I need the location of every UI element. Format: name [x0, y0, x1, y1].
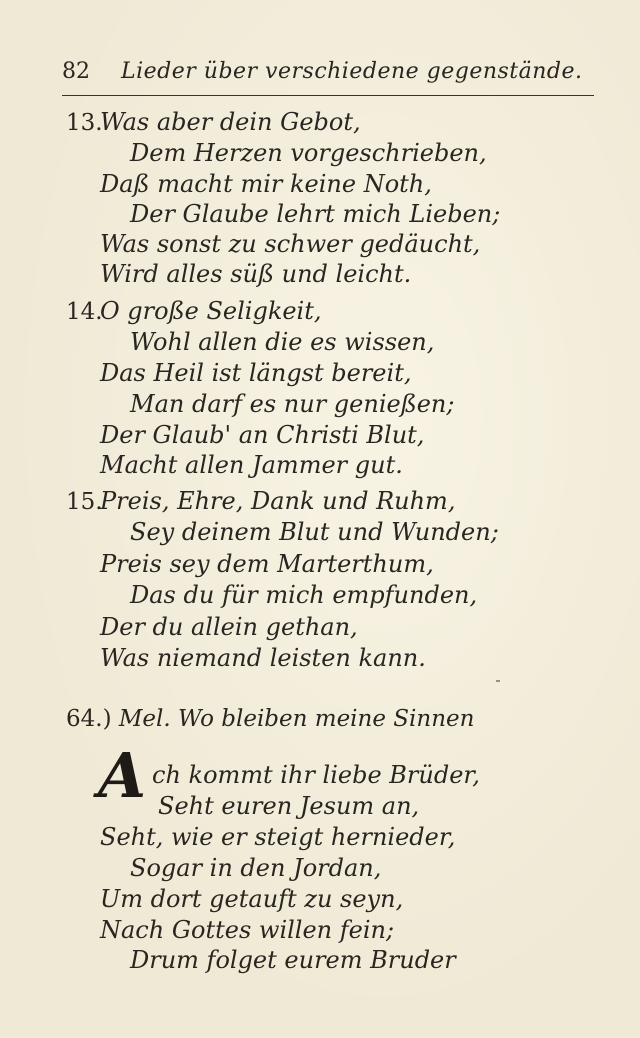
- verse-text: O große Seligkeit,: [100, 297, 322, 325]
- hymn-line-2: Seht euren Jesum an,: [158, 792, 420, 820]
- stanza-14-line-5: Der Glaub' an Christi Blut,: [100, 421, 425, 449]
- stanza-15-line-4: Das du für mich empfunden,: [130, 581, 478, 609]
- hymn-line-6: Nach Gottes willen fein;: [100, 916, 395, 944]
- stanza-14-line-6: Macht allen Jammer gut.: [100, 451, 403, 479]
- running-title: Lieder über verschiedene gegenstände.: [121, 59, 583, 84]
- stanza-13-line-5: Was sonst zu schwer gedäucht,: [100, 230, 481, 258]
- stanza-14-line-1: [66, 296, 322, 327]
- stanza-13-line-3: Daß macht mir keine Noth,: [100, 170, 432, 198]
- hymn-number: 64.): [66, 706, 112, 732]
- page-number: 82: [62, 59, 90, 84]
- stanza-15-line-3: Preis sey dem Marterthum,: [100, 550, 434, 578]
- melody-line: [66, 704, 474, 734]
- melody-reference: Mel. Wo bleiben meine Sinnen: [118, 706, 475, 732]
- drop-cap: A: [97, 739, 147, 812]
- stanza-15-line-2: Sey deinem Blut und Wunden;: [130, 518, 499, 546]
- stanza-15-line-1: [66, 486, 455, 517]
- ink-speck: [496, 680, 500, 682]
- stanza-14-line-2: Wohl allen die es wissen,: [130, 328, 435, 356]
- stanza-13-line-6: Wird alles süß und leicht.: [100, 260, 412, 288]
- hymn-line-5: Um dort getauft zu seyn,: [100, 885, 404, 913]
- stanza-14-line-3: Das Heil ist längst bereit,: [100, 359, 412, 387]
- hymn-line-4: Sogar in den Jordan,: [130, 854, 382, 882]
- stanza-number: 15.: [66, 489, 103, 515]
- stanza-13-line-2: Dem Herzen vorgeschrieben,: [130, 139, 487, 167]
- verse-text: Preis, Ehre, Dank und Ruhm,: [100, 487, 456, 515]
- running-header: [62, 56, 592, 88]
- verse-text: Was aber dein Gebot,: [100, 108, 361, 136]
- stanza-number: 13.: [66, 110, 103, 136]
- stanza-14-line-4: Man darf es nur genießen;: [130, 390, 455, 418]
- hymn-line-1: ch kommt ihr liebe Brüder,: [152, 761, 480, 789]
- hymn-line-3: Seht, wie er steigt hernieder,: [100, 823, 456, 851]
- stanza-13-line-1: [66, 107, 361, 138]
- stanza-number: 14.: [66, 299, 103, 325]
- hymn-line-7: Drum folget eurem Bruder: [130, 946, 456, 974]
- stanza-15-line-5: Der du allein gethan,: [100, 613, 358, 641]
- stanza-13-line-4: Der Glaube lehrt mich Lieben;: [130, 200, 501, 228]
- stanza-15-line-6: Was niemand leisten kann.: [100, 644, 426, 672]
- header-rule: [62, 95, 594, 96]
